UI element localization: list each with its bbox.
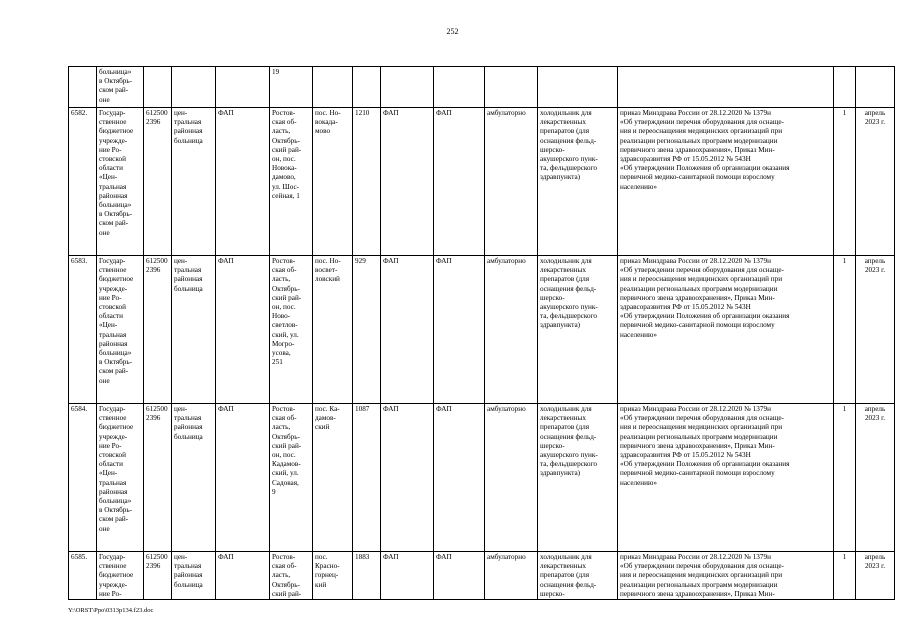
cell-date: апрель 2023 г. bbox=[856, 404, 895, 552]
cell-settlement: пос. Красно- горнец- кий bbox=[313, 552, 353, 600]
table-row bbox=[69, 256, 895, 404]
cell-unit-type: ФАП bbox=[216, 108, 270, 256]
table-row-continuation bbox=[69, 67, 895, 108]
cell-unit-type: ФАП bbox=[216, 404, 270, 552]
cell-num: 6583. bbox=[69, 256, 97, 404]
cell-unit-1 bbox=[381, 67, 434, 108]
cell-address: Ростов- ская об- ласть, Октябрь- ский рай- bbox=[270, 552, 313, 600]
cell-unit-type: ФАП bbox=[216, 256, 270, 404]
cell-unit-2: ФАП bbox=[434, 108, 485, 256]
cell-basis bbox=[618, 67, 834, 108]
cell-code: 612500 2396 bbox=[144, 552, 172, 600]
cell-unit-2: ФАП bbox=[434, 552, 485, 600]
cell-equipment: холодильник для лекарственных препаратов (для оснащения фельд- шерско- акушерского пунк- та, фельдшерского здравпункта) bbox=[538, 108, 618, 256]
cell-org-type: цен- тральная районная больница bbox=[172, 552, 216, 600]
cell-num: 6582. bbox=[69, 108, 97, 256]
cell-org-type bbox=[172, 67, 216, 108]
cell-settlement: пос. Но- восвет- ловский bbox=[313, 256, 353, 404]
cell-owner: Государ- ственное бюджетное учрежде- ние Ро- стовской области «Цен- тральная районная больница» в Октябрь- ском рай- оне bbox=[97, 404, 144, 552]
cell-qty bbox=[834, 67, 856, 108]
footer-file-path: Y:\ORST\Ppo\0313p134.f23.doc bbox=[68, 607, 154, 614]
cell-owner: Государ- ственное бюджетное учрежде- ние Ро- стовской области «Цен- тральная районная больница» в Октябрь- ском рай- оне bbox=[97, 256, 144, 404]
cell-org-type: цен- тральная районная больница bbox=[172, 256, 216, 404]
page-number: 252 bbox=[446, 27, 459, 36]
cell-address: Ростов- ская об- ласть, Октябрь- ский рай- он, пос. Новока- дамово, ул. Шос- сейная, 1 bbox=[270, 108, 313, 256]
cell-basis: приказ Минздрава России от 28.12.2020 № 1379н «Об утверждении перечня оборудования для оснаще- ния и переоснащения медицинских организаций при реализации региональных программ модернизации первичного звена здравоохранения», Приказ Мин- здравсоразвития РФ от 15.05.2012 № 543Н «Об утверждении Положения об организации оказания первичной медико-санитарной помощи взрослому населению» bbox=[618, 256, 834, 404]
cell-unit-2: ФАП bbox=[434, 256, 485, 404]
cell-unit-1: ФАП bbox=[381, 404, 434, 552]
cell-qty: 1 bbox=[834, 404, 856, 552]
cell-address: 19 bbox=[270, 67, 313, 108]
cell-code: 612500 2396 bbox=[144, 404, 172, 552]
table-row bbox=[69, 552, 895, 600]
cell-basis: приказ Минздрава России от 28.12.2020 № 1379н «Об утверждении перечня оборудования для оснаще- ния и переоснащения медицинских организаций при реализации региональных программ модернизации первичного звена здравоохранения», Приказ Мин- здравсоразвития РФ от 15.05.2012 № 543Н «Об утверждении Положения об организации оказания первичной медико-санитарной помощи взрослому населению» bbox=[618, 108, 834, 256]
equipment-table bbox=[68, 66, 895, 600]
cell-unit-1: ФАП bbox=[381, 256, 434, 404]
cell-address: Ростов- ская об- ласть, Октябрь- ский рай- он, пос. Ново- светлов- ский, ул. Могро- усова, 251 bbox=[270, 256, 313, 404]
cell-settlement: пос. Но- вокада- мово bbox=[313, 108, 353, 256]
cell-org-type: цен- тральная районная больница bbox=[172, 108, 216, 256]
cell-care bbox=[485, 67, 538, 108]
cell-num bbox=[69, 67, 97, 108]
cell-code: 612500 2396 bbox=[144, 256, 172, 404]
cell-address: Ростов- ская об- ласть, Октябрь- ский рай- он, пос. Кадамов- ский, ул. Садовая, 9 bbox=[270, 404, 313, 552]
table-row bbox=[69, 108, 895, 256]
cell-unit-type: ФАП bbox=[216, 552, 270, 600]
cell-unit-1: ФАП bbox=[381, 552, 434, 600]
cell-population: 1883 bbox=[353, 552, 381, 600]
cell-care: амбулаторно bbox=[485, 404, 538, 552]
cell-unit-1: ФАП bbox=[381, 108, 434, 256]
cell-population bbox=[353, 67, 381, 108]
cell-code: 612500 2396 bbox=[144, 108, 172, 256]
cell-date: апрель 2023 г. bbox=[856, 552, 895, 600]
cell-basis: приказ Минздрава России от 28.12.2020 № 1379н «Об утверждении перечня оборудования для оснаще- ния и переоснащения медицинских организаций при реализации региональных программ модернизации первичного звена здравоохранения», Приказ Мин- здравсоразвития РФ от 15.05.2012 № 543Н «Об утверждении Положения об организации оказания первичной медико-санитарной помощи взрослому населению» bbox=[618, 404, 834, 552]
cell-num: 6584. bbox=[69, 404, 97, 552]
cell-population: 929 bbox=[353, 256, 381, 404]
cell-code bbox=[144, 67, 172, 108]
cell-equipment: холодильник для лекарственных препаратов (для оснащения фельд- шерско- акушерского пунк- та, фельдшерского здравпункта) bbox=[538, 256, 618, 404]
cell-qty: 1 bbox=[834, 256, 856, 404]
cell-care: амбулаторно bbox=[485, 552, 538, 600]
cell-equipment bbox=[538, 67, 618, 108]
cell-qty: 1 bbox=[834, 552, 856, 600]
table-row bbox=[69, 404, 895, 552]
cell-unit-2: ФАП bbox=[434, 404, 485, 552]
cell-date: апрель 2023 г. bbox=[856, 108, 895, 256]
cell-unit-type bbox=[216, 67, 270, 108]
cell-population: 1087 bbox=[353, 404, 381, 552]
cell-basis: приказ Минздрава России от 28.12.2020 № 1379н «Об утверждении перечня оборудования для оснаще- ния и переоснащения медицинских организаций при реализации региональных программ модернизации первичного звена здравоохранения», Приказ Мин- bbox=[618, 552, 834, 600]
cell-care: амбулаторно bbox=[485, 108, 538, 256]
cell-equipment: холодильник для лекарственных препаратов (для оснащения фельд- шерско- акушерского пунк- та, фельдшерского здравпункта) bbox=[538, 404, 618, 552]
cell-qty: 1 bbox=[834, 108, 856, 256]
cell-settlement: пос. Ка- дамов- ский bbox=[313, 404, 353, 552]
cell-owner: больница» в Октябрь- ском рай- оне bbox=[97, 67, 144, 108]
cell-org-type: цен- тральная районная больница bbox=[172, 404, 216, 552]
cell-settlement bbox=[313, 67, 353, 108]
cell-num: 6585. bbox=[69, 552, 97, 600]
cell-date bbox=[856, 67, 895, 108]
cell-unit-2 bbox=[434, 67, 485, 108]
cell-population: 1210 bbox=[353, 108, 381, 256]
cell-owner: Государ- ственное бюджетное учрежде- ние Ро- стовской области «Цен- тральная районная больница» в Октябрь- ском рай- оне bbox=[97, 108, 144, 256]
cell-equipment: холодильник для лекарственных препаратов (для оснащения фельд- шерско- bbox=[538, 552, 618, 600]
cell-care: амбулаторно bbox=[485, 256, 538, 404]
cell-owner: Государ- ственное бюджетное учрежде- ние Ро- bbox=[97, 552, 144, 600]
cell-date: апрель 2023 г. bbox=[856, 256, 895, 404]
